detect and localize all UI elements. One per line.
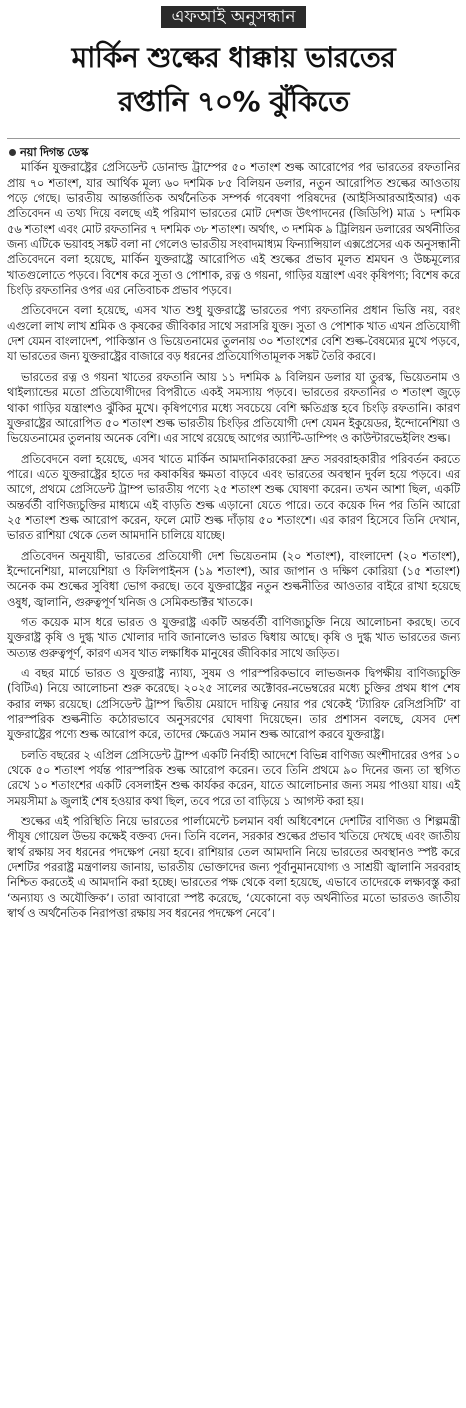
paragraph-2: প্রতিবেদনে বলা হয়েছে, এসব খাত শুধু যুক্তরাষ্ট্রে ভারতের পণ্য রফতানির প্রধান ভিত্তি নয়, বরং এগুলো লাখ লাখ শ্রমিক ও কৃষকের জীবিকার সাথে সরাসরি যুক্ত। সুতা ও পোশাক খাত এখন প্রতিযোগী দেশ যেমন বাংলাদেশ, পাকিস্তান ও ভিয়েতনামের তুলনায় ৩০ শতাংশের বেশি শুল্ক-বৈষম্যের মুখে পড়বে, যা ভারতের জন্য যুক্তরাষ্ট্রের বাজারে বড় ধরনের প্রতিযোগিতামূলক সঙ্কট তৈরি করবে। [7, 303, 460, 364]
paragraph-7: এ বছর মার্চে ভারত ও যুক্তরাষ্ট্র ন্যায্য, সুষম ও পারস্পরিকভাবে লাভজনক দ্বিপক্ষীয় বাণিজ্যচুক্তি (বিটিএ) নিয়ে আলোচনা শুরু করেছে। ২০২৫ সালের অক্টোবর-নভেম্বরের মধ্যে চুক্তির প্রথম ধাপ শেষ করার লক্ষ্য রয়েছে। প্রেসিডেন্ট ট্রাম্প দ্বিতীয় মেয়াদে দায়িত্ব নেয়ার পর থেকেই ‘ট্যারিফ রেসিপ্রসিটি’ বা পারস্পরিক শুল্কনীতি কঠোরভাবে অনুসরণের ঘোষণা দিয়েছেন। তার প্রশাসন বলছে, যেসব দেশ যুক্তরাষ্ট্রের পণ্যে শুল্ক আরোপ করে, তাদের ক্ষেত্রেও সমান শুল্ক আরোপ করবে যুক্তরাষ্ট্র। [7, 666, 460, 742]
paragraph-4: প্রতিবেদনে বলা হয়েছে, এসব খাতে মার্কিন আমদানিকারকেরা দ্রুত সরবরাহকারীর পরিবর্তন করতে পারে। এতে যুক্তরাষ্ট্রের হাতে দর কষাকষির ক্ষমতা বাড়বে এবং ভারতের অবস্থান দুর্বল হয়ে পড়বে। এর আগে, প্রথমে প্রেসিডেন্ট ট্রাম্প ভারতীয় পণ্যে ২৫ শতাংশ শুল্ক ঘোষণা করেন। তখন আশা ছিল, একটি অন্তর্বর্তী বাণিজ্যচুক্তির মাধ্যমে এই বাড়তি শুল্ক এড়ানো যেতে পারে। তবে কয়েক দিন পর তিনি আরো ২৫ শতাংশ শুল্ক আরোপ করেন, ফলে মোট শুল্ক দাঁড়ায় ৫০ শতাংশে। এর কারণ হিসেবে তিনি দেখান, ভারত রাশিয়া থেকে তেল আমদানি চালিয়ে যাচ্ছে। [7, 451, 460, 543]
paragraph-8: চলতি বছরের ২ এপ্রিল প্রেসিডেন্ট ট্রাম্প একটি নির্বাহী আদেশে বিভিন্ন বাণিজ্য অংশীদারের ওপর ১০ থেকে ৫০ শতাংশ পর্যন্ত পারস্পরিক শুল্ক আরোপ করেন। তবে তিনি প্রথমে ৯০ দিনের জন্য তা স্থগিত রেখে ১০ শতাংশের একটি বেসলাইন শুল্ক কার্যকর করেন, যাতে আলোচনার জন্য সময় পাওয়া যায়। এই সময়সীমা ৯ জুলাই শেষ হওয়ার কথা ছিল, তবে পরে তা বাড়িয়ে ১ আগস্ট করা হয়। [7, 747, 460, 808]
paragraph-6: গত কয়েক মাস ধরে ভারত ও যুক্তরাষ্ট্র একটি অন্তর্বর্তী বাণিজ্যচুক্তি নিয়ে আলোচনা করছে। তবে যুক্তরাষ্ট্র কৃষি ও দুগ্ধ খাত খোলার দাবি জানালেও ভারত দ্বিধায় আছে। কৃষি ও দুগ্ধ খাত ভারতের জন্য অত্যন্ত গুরুত্বপূর্ণ, কারণ এসব খাত লক্ষাধিক মানুষের জীবিকার সাথে জড়িত। [7, 614, 460, 660]
divider [7, 138, 460, 139]
article-body [7, 145, 460, 922]
paragraph-9: শুল্কের এই পরিস্থিতি নিয়ে ভারতের পার্লামেন্টে চলমান বর্ষা অধিবেশনে দেশটির বাণিজ্য ও শিল্পমন্ত্রী পীযূষ গোয়েল উভয় কক্ষেই বক্তব্য দেন। তিনি বলেন, সরকার শুল্কের প্রভাব খতিয়ে দেখছে এবং জাতীয় স্বার্থ রক্ষায় সব ধরনের পদক্ষেপ নেয়া হবে। রাশিয়ার তেল আমদানি নিয়ে ভারতের অবস্থানও স্পষ্ট করে দেশটির পররাষ্ট্র মন্ত্রণালয় জানায়, ভারতীয় ভোক্তাদের জন্য পূর্বানুমানযোগ্য ও সাশ্রয়ী জ্বালানি সরবরাহ নিশ্চিত করতেই এ আমদানি করা হচ্ছে। ভারতের পক্ষ থেকে বলা হয়েছে, এভাবে তাদেরকে লক্ষ্যবস্তু করা ‘অন্যায্য ও অযৌক্তিক’। তারা আবারো স্পষ্ট করেছে, ‘যেকোনো বড় অর্থনীতির মতো ভারতও জাতীয় স্বার্থ ও অর্থনৈতিক নিরাপত্তা রক্ষায় সব ধরনের পদক্ষেপ নেবে’। [7, 814, 460, 921]
headline-line-1: মার্কিন শুল্কের ধাক্কায় ভারতের [71, 41, 396, 74]
paragraph-3: ভারতের রত্ন ও গয়না খাতের রফতানি আয় ১১ দশমিক ৯ বিলিয়ন ডলার যা তুরস্ক, ভিয়েতনাম ও থাইল্যান্ডের মতো প্রতিযোগীদের বিপরীতে একই সমস্যায় পড়বে। ভারতের রফতানির ৩ শতাংশ জুড়ে থাকা গাড়ির যন্ত্রাংশও ঝুঁকির মুখে। কৃষিপণ্যের মধ্যে সবচেয়ে বেশি ক্ষতিগ্রস্ত হবে চিংড়ি রফতানি। কারণ যুক্তরাষ্ট্রের আরোপিত ৫০ শতাংশ শুল্ক ভারতীয় চিংড়ির প্রতিযোগী দেশ যেমন ইকুয়েডর, ইন্দোনেশিয়া ও ভিয়েতনামের তুলনায় অনেক বেশি। এর সাথে রয়েছে আগের অ্যান্টি-ডাম্পিং ও কাউন্টারভেইলিং শুল্ক। [7, 369, 460, 446]
dateline-text: নয়া দিগন্ত ডেস্ক [20, 145, 89, 159]
bullet-icon [9, 149, 16, 156]
dateline [7, 145, 460, 160]
headline-line-2: রপ্তানি ৭০% ঝুঁকিতে [118, 85, 349, 118]
paragraph-5: প্রতিবেদন অনুযায়ী, ভারতের প্রতিযোগী দেশ ভিয়েতনাম (২০ শতাংশ), বাংলাদেশ (২০ শতাংশ), ইন্দোনেশিয়া, মালয়েশিয়া ও ফিলিপাইনস (১৯ শতাংশ), আর জাপান ও দক্ষিণ কোরিয়া (১৫ শতাংশ) অনেক কম শুল্কের সুবিধা ভোগ করছে। তবে যুক্তরাষ্ট্রের নতুন শুল্কনীতির আওতার বাইরে রাখা হয়েছে ওষুধ, জ্বালানি, গুরুত্বপূর্ণ খনিজ ও সেমিকন্ডাক্টর খাতকে। [7, 548, 460, 609]
headline [7, 36, 460, 124]
section-kicker: এফআই অনুসন্ধান [161, 6, 305, 28]
kicker-container [7, 0, 460, 30]
paragraph-1: মার্কিন যুক্তরাষ্ট্রের প্রেসিডেন্ট ডোনাল্ড ট্রাম্পের ৫০ শতাংশ শুল্ক আরোপের পর ভারতের রফতানির প্রায় ৭০ শতাংশ, যার আর্থিক মূল্য ৬০ দশমিক ৮৫ বিলিয়ন ডলার, নতুন আরোপিত শুল্কের আওতায় পড়ে গেছে। ভারতীয় আন্তর্জাতিক অর্থনৈতিক সম্পর্ক গবেষণা পরিষদের (আইসিআরআইআর) এক প্রতিবেদন এ তথ্য দিয়ে বলছে এই পরিমাণ ভারতের মোট দেশজ উৎপাদনের (জিডিপি) মাত্র ১ দশমিক ৫৬ শতাংশ এবং মোট রফতানির ৭ দশমিক ৩৮ শতাংশ। অর্থাৎ, ৩ দশমিক ৯ ট্রিলিয়ন ডলারের অর্থনীতির জন্য এটিকে ভয়াবহ সঙ্কট বলা না গেলেও ভারতীয় সংবাদমাধ্যম ফিন্যান্সিয়াল এক্সপ্রেসের এক অনুসন্ধানী প্রতিবেদনে বলা হয়েছে, মার্কিন যুক্তরাষ্ট্রে আরোপিত এই শুল্কের প্রভাব মূলত শ্রমঘন ও উচ্চমূল্যের খাতগুলোতে পড়বে। বিশেষ করে সুতা ও পোশাক, রত্ন ও গয়না, গাড়ির যন্ত্রাংশ এবং কৃষিপণ্য; বিশেষ করে চিংড়ি রফতানির ওপর এর নেতিবাচক প্রভাব পড়বে। [7, 160, 460, 298]
